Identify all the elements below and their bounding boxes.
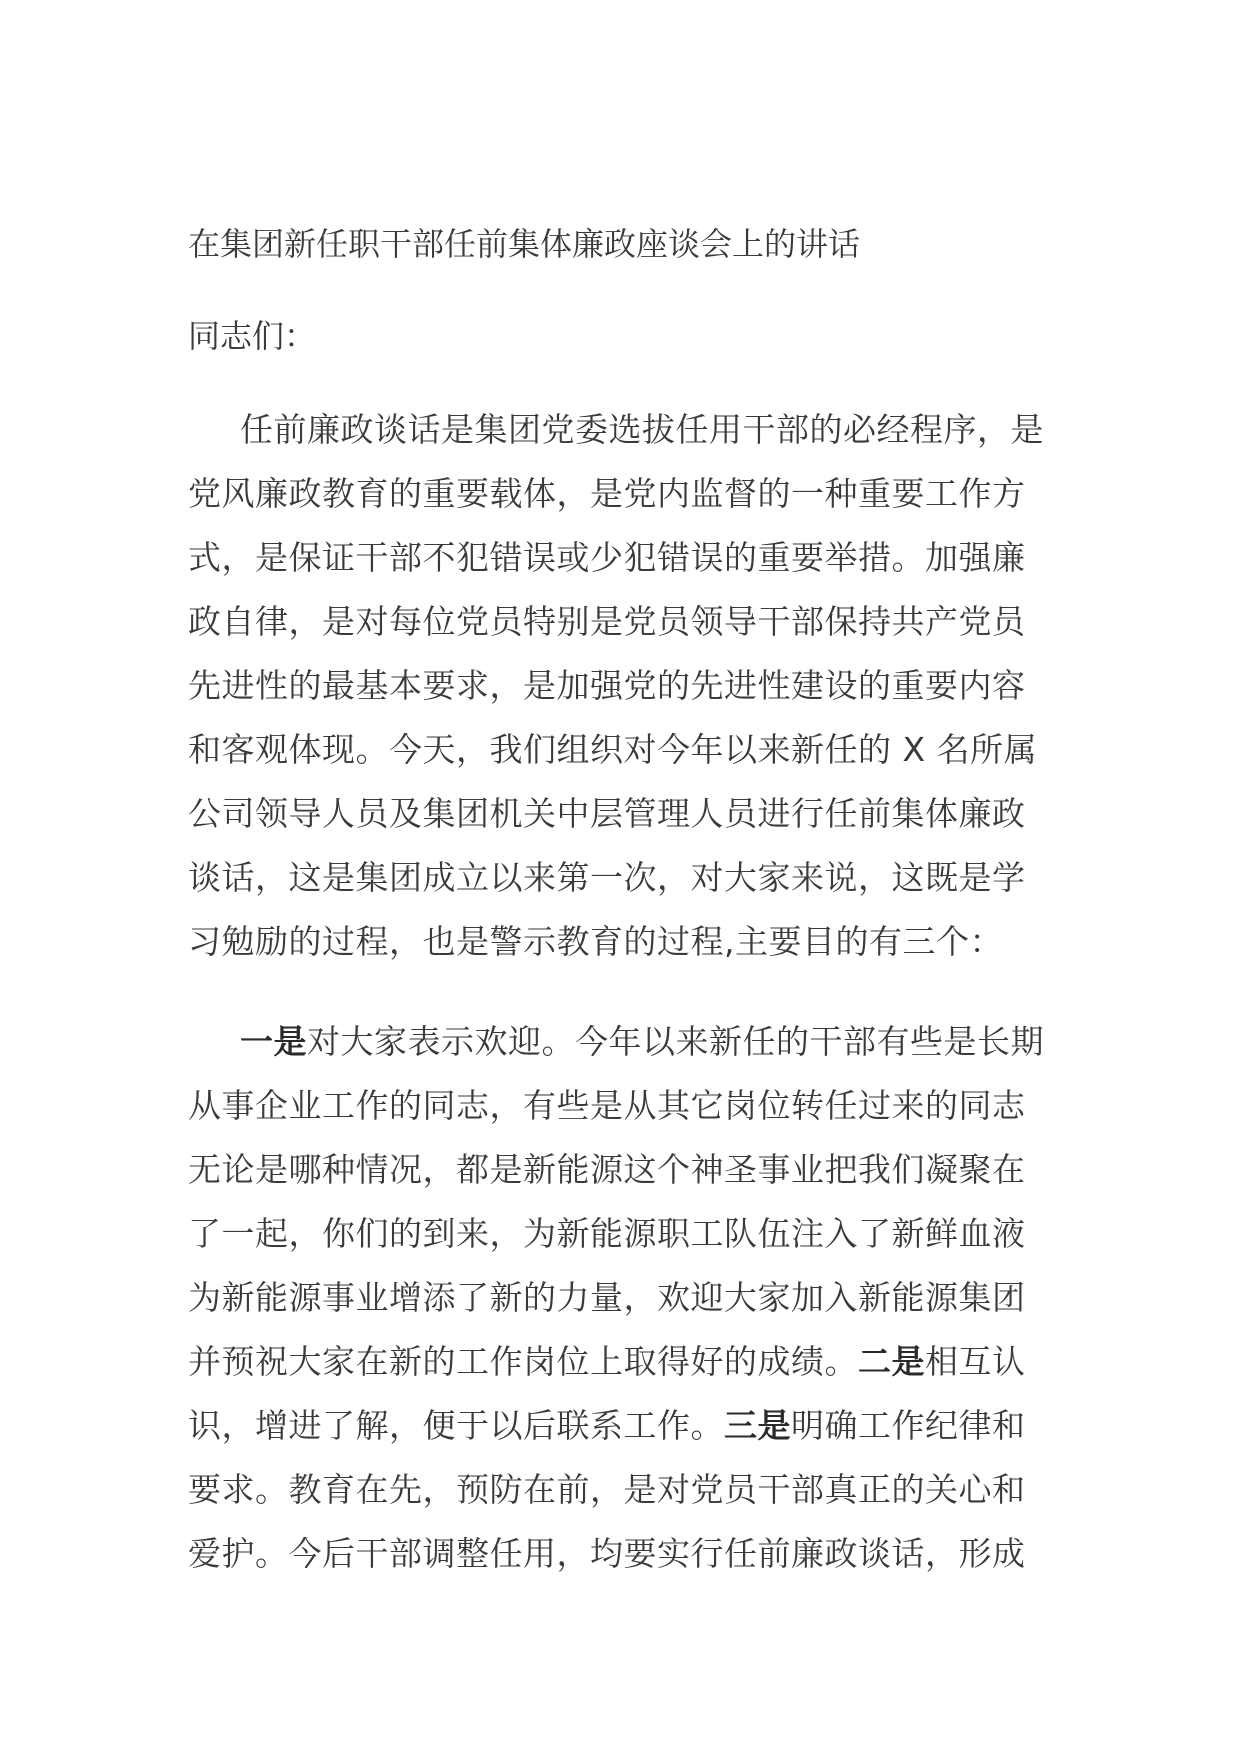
- paragraph-line: 任前廉政谈话是集团党委选拔任用干部的必经程序，是: [240, 410, 1044, 449]
- line-text: 相互认: [925, 1342, 1026, 1381]
- paragraph-line: 谈话，这是集团成立以来第一次，对大家来说，这既是学: [188, 858, 1026, 897]
- paragraph-line: 先进性的最基本要求，是加强党的先进性建设的重要内容: [188, 666, 1026, 705]
- paragraph-line: 和客观体现。今天，我们组织对今年以来新任的 X 名所属: [188, 730, 1038, 769]
- line-text: 明确工作纪律和: [791, 1406, 1026, 1445]
- point-one-label: 一是: [240, 1022, 307, 1061]
- point-two-label: 二是: [858, 1342, 925, 1381]
- paragraph-line: 爱护。今后干部调整任用，均要实行任前廉政谈话，形成: [188, 1534, 1026, 1573]
- paragraph-line: 无论是哪种情况，都是新能源这个神圣事业把我们凝聚在: [188, 1150, 1026, 1189]
- paragraph-line: 要求。教育在先，预防在前，是对党员干部真正的关心和: [188, 1470, 1026, 1509]
- line-text: 并预祝大家在新的工作岗位上取得好的成绩。: [188, 1342, 858, 1381]
- line-text: 识，增进了解，便于以后联系工作。: [188, 1406, 724, 1445]
- paragraph-line: 了一起，你们的到来，为新能源职工队伍注入了新鲜血液: [188, 1214, 1026, 1253]
- salutation: 同志们：: [188, 317, 317, 355]
- paragraph-line: 式，是保证干部不犯错误或少犯错误的重要举措。加强廉: [188, 538, 1026, 577]
- paragraph-line: 习勉励的过程，也是警示教育的过程,主要目的有三个：: [188, 922, 1003, 961]
- paragraph-line: [188, 1330, 1056, 1394]
- paragraph-line: 政自律，是对每位党员特别是党员领导干部保持共产党员: [188, 602, 1026, 641]
- paragraph-2: [188, 1010, 1056, 1586]
- paragraph-line: [188, 1010, 1056, 1074]
- paragraph-1: [188, 398, 1056, 974]
- paragraph-line: [188, 1394, 1056, 1458]
- point-three-label: 三是: [724, 1406, 791, 1445]
- line-text: 对大家表示欢迎。今年以来新任的干部有些是长期: [307, 1022, 1044, 1061]
- paragraph-line: 党风廉政教育的重要载体，是党内监督的一种重要工作方: [188, 474, 1026, 513]
- document-title: 在集团新任职干部任前集体廉政座谈会上的讲话: [188, 225, 861, 263]
- paragraph-line: 从事企业工作的同志，有些是从其它岗位转任过来的同志: [188, 1086, 1026, 1125]
- paragraph-line: 公司领导人员及集团机关中层管理人员进行任前集体廉政: [188, 794, 1026, 833]
- paragraph-line: 为新能源事业增添了新的力量，欢迎大家加入新能源集团: [188, 1278, 1026, 1317]
